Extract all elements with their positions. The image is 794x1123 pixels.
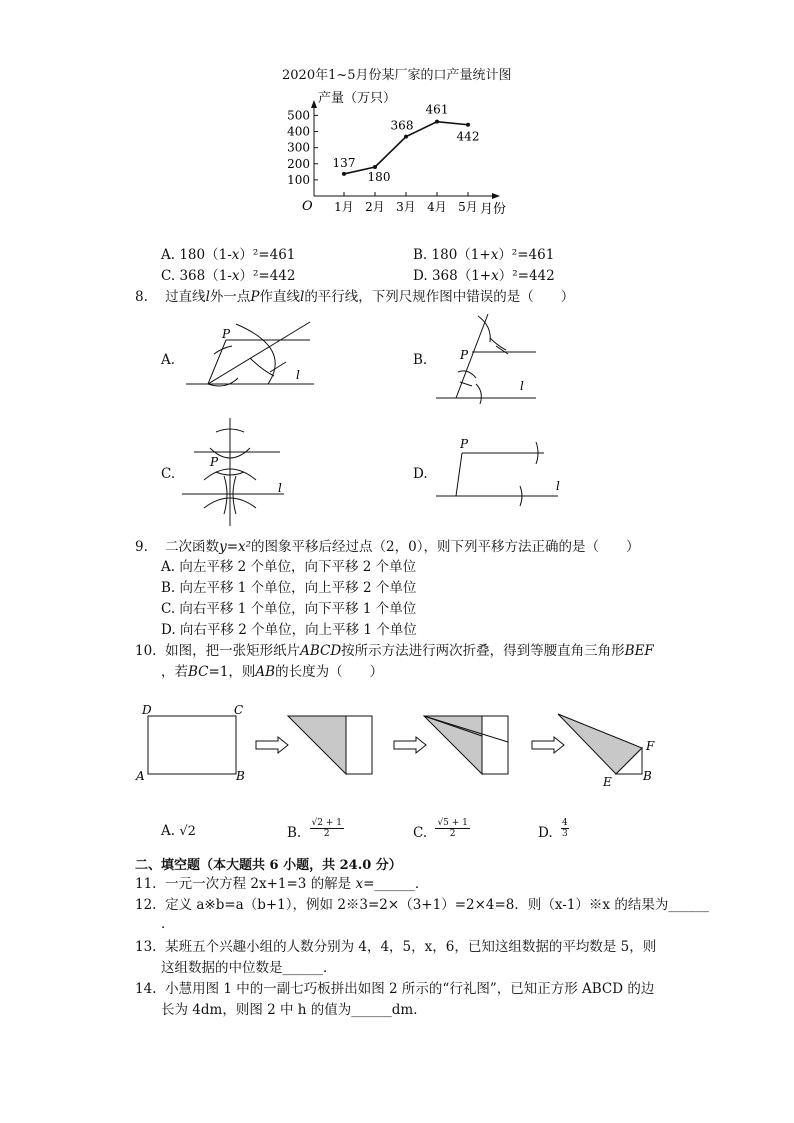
data-point — [404, 135, 408, 139]
x-tick-label: 2月 — [365, 200, 385, 214]
section-2-heading: 二、填空题（本大题共 6 小题，共 24.0 分） — [135, 858, 402, 873]
y-tick-label: 100 — [287, 172, 310, 187]
q10-stem-line1: 10. 如图，把一张矩形纸片ABCD按所示方法进行两次折叠，得到等腰直角三角形BEF — [135, 643, 654, 659]
q9-option-a[interactable]: A. 向左平移 2 个单位，向下平移 2 个单位 — [161, 559, 417, 575]
q8-d-point-p: P — [460, 437, 469, 451]
q10-rectangle — [148, 716, 236, 774]
q7-option-a[interactable]: A. 180（1-x）²=461 — [161, 247, 296, 263]
q7-option-b[interactable]: B. 180（1+x）²=461 — [413, 247, 555, 263]
y-axis-arrow-icon — [311, 100, 317, 108]
q8-b-line-l: l — [520, 379, 524, 393]
origin-label: O — [302, 199, 313, 214]
q10-option-d[interactable]: D. $\frac{4}{3}$ — [538, 818, 568, 841]
q10-fold-step-1 — [288, 716, 372, 774]
q11: 11. 一元一次方程 2x+1=3 的解是 x=______． — [135, 876, 429, 892]
q8-figure-b — [432, 312, 552, 404]
q10-fold-step-2 — [424, 716, 508, 774]
q10-label-d: D — [142, 703, 152, 717]
q10-arrow-2-icon — [394, 737, 426, 753]
q9-stem: 9. 二次函数y=x²的图象平移后经过点（2，0），则下列平移方法正确的是（ ） — [135, 539, 640, 555]
q8-label-d[interactable]: D. — [413, 466, 428, 482]
data-point — [342, 172, 346, 176]
x-tick-label: 3月 — [396, 200, 416, 214]
data-label: 137 — [332, 155, 356, 170]
q12-line2: ． — [161, 916, 175, 932]
q10-option-b[interactable]: B. $\frac{√2 + 1}{2}$ — [287, 818, 342, 841]
data-point — [435, 120, 439, 124]
q8-a-point-p: P — [222, 327, 231, 341]
y-tick-label: 200 — [287, 156, 310, 171]
q10-label-e: E — [603, 775, 612, 789]
q8-label-b[interactable]: B. — [413, 352, 428, 368]
x-tick-label: 4月 — [427, 200, 447, 214]
q10-label-b-final: B — [643, 769, 652, 783]
data-point — [373, 165, 377, 169]
q8-c-point-p: P — [210, 455, 219, 469]
q8-label-c[interactable]: C. — [161, 466, 176, 482]
x-tick-label: 5月 — [458, 200, 478, 214]
data-label: 368 — [390, 118, 414, 133]
q9-option-c[interactable]: C. 向右平移 1 个单位，向下平移 1 个单位 — [161, 601, 417, 617]
q14-line1: 14. 小慧用图 1 中的一副七巧板拼出如图 2 所示的“行礼图”，已知正方形 ABCD 的边 — [135, 981, 655, 997]
y-tick-label: 500 — [287, 108, 310, 123]
q10-final-triangle — [558, 714, 642, 774]
data-label: 461 — [425, 102, 449, 117]
q10-option-a[interactable]: A. √2 — [161, 823, 196, 839]
x-tick-label: 1月 — [334, 200, 354, 214]
q7-option-d[interactable]: D. 368（1+x）²=442 — [413, 268, 555, 284]
q8-a-line-l: l — [296, 368, 300, 382]
data-point — [466, 123, 470, 127]
q8-figure-a — [182, 318, 322, 398]
data-label: 180 — [367, 169, 391, 184]
q8-figure-d — [432, 436, 572, 506]
q8-label-a[interactable]: A. — [161, 352, 176, 368]
q10-label-c: C — [234, 703, 244, 717]
q9-option-d[interactable]: D. 向右平移 2 个单位，向上平移 1 个单位 — [161, 622, 417, 638]
q10-arrow-1-icon — [256, 737, 288, 753]
q14-line2: 长为 4dm，则图 2 中 h 的值为______dm． — [161, 1002, 427, 1018]
q10-label-a: A — [136, 769, 145, 783]
q8-figure-c — [180, 418, 300, 530]
q10-arrow-3-icon — [532, 737, 564, 753]
q10-label-b: B — [236, 769, 245, 783]
chart-title: 2020年1~5月份某厂家的口产量统计图 — [282, 68, 512, 83]
q10-label-f: F — [646, 739, 655, 753]
q10-option-c[interactable]: C. $\frac{√5 + 1}{2}$ — [413, 818, 468, 841]
y-tick-label: 400 — [287, 124, 310, 139]
q13-line1: 13. 某班五个兴趣小组的人数分别为 4，4，5，x，6，已知这组数据的平均数是 5，则 — [135, 939, 657, 955]
y-axis-label: 产量（万只） — [318, 91, 397, 106]
q8-d-line-l: l — [556, 479, 560, 493]
q8-b-point-p: P — [460, 348, 469, 362]
q10-folding-figures — [130, 700, 690, 800]
x-axis-arrow-icon — [492, 193, 500, 199]
q7-option-c[interactable]: C. 368（1-x）²=442 — [161, 268, 296, 284]
x-axis-label: 月份 — [480, 202, 507, 217]
y-tick-label: 300 — [287, 140, 310, 155]
q10-stem-line2: ，若BC=1，则AB的长度为（ ） — [161, 664, 384, 680]
q8-stem: 8. 过直线l外一点P作直线l的平行线，下列尺规作图中错误的是（ ） — [135, 289, 575, 305]
q13-line2: 这组数据的中位数是______． — [161, 960, 337, 976]
production-line-chart — [0, 0, 794, 230]
q9-option-b[interactable]: B. 向左平移 1 个单位，向上平移 2 个单位 — [161, 580, 417, 596]
data-label: 442 — [456, 129, 480, 144]
q12-line1: 12. 定义 a※b=a（b+1），例如 2※3=2×（3+1）=2×4=8．则（x-1）※x 的结果为______ — [135, 897, 709, 913]
q8-c-line-l: l — [278, 481, 282, 495]
